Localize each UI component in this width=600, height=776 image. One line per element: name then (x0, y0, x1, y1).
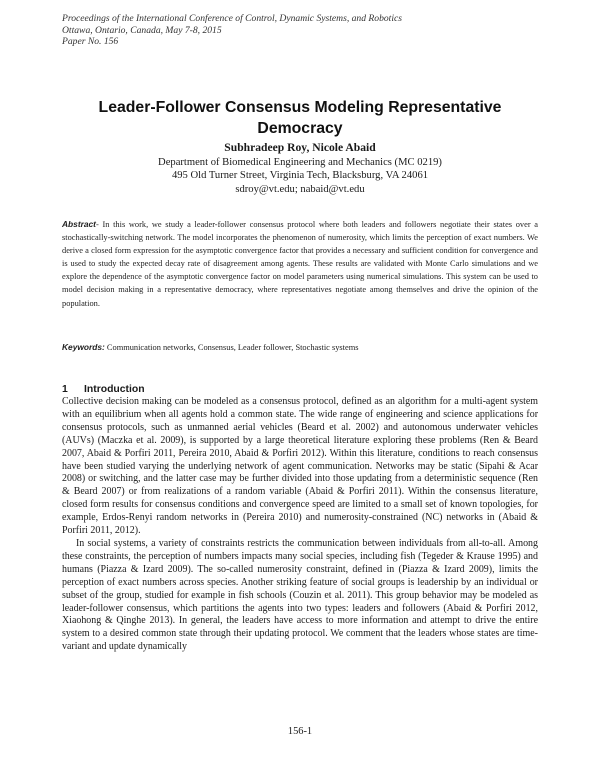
header-line-conference: Proceedings of the International Conference of Control, Dynamic Systems, and Robotics (62, 13, 402, 24)
abstract (62, 218, 538, 310)
keywords-label: Keywords: (62, 342, 105, 352)
keywords (62, 341, 538, 354)
section-number: 1 (62, 384, 68, 395)
author-affiliation (62, 156, 538, 196)
section-title: Introduction (84, 384, 145, 395)
section-heading (62, 383, 145, 396)
paper-authors: Subhradeep Roy, Nicole Abaid (224, 141, 376, 154)
keywords-text: Communication networks, Consensus, Leader follower, Stochastic systems (106, 343, 359, 352)
body-paragraph: Collective decision making can be modeled as a consensus protocol, defined as an algorithm for a multi-agent system with an equilibrium when all agents hold a common state. The wide range of engineering and science applications for consensus protocols, such as unmanned aerial vehicles (Beard et al. 2002) and autonomous underwater vehicles (AUVs) (Maczka et al. 2009), is supported by a large theoretical literature exploring these problems (Ren & Beard 2007, Abaid & Porfiri 2011, Pereira 2010, Abaid & Porfiri 2012). Within this literature, conditions to reach consensus have been studied varying the underlying network of agent communication. Networks may be static (Sipahi & Acar 2008) or switching, and the latter case may be further divided into those updating from a deterministic sequence (Ren & Beard 2007) or from realizations of a random variable (Abaid & Porfiri 2011). Within the consensus literature, closed form results for consensus conditions and convergence speed are limited to a small set of known topologies, for example, Erdos-Renyi random networks in (Pereira 2010) and numerosity-constrained (NC) networks in (Abaid & Porfiri 2011, 2012). (62, 396, 538, 537)
affiliation-department: Department of Biomedical Engineering and Mechanics (MC 0219) (158, 157, 442, 168)
abstract-text: - In this work, we study a leader-follower consensus protocol where both leaders and followers negotiate their states over a stochastically-switching network. The model incorporates the phenomenon of numerosity, which limits the perception of exact numbers. We derive a closed form expression for the asymptotic convergence factor that provides a necessary and sufficient condition for convergence and is used to study the expected decay rate of disagreement among agents. These results are validated with Monte Carlo simulations and we explore the dependence of the asymptotic convergence factor on model parameters using numerical simulations. This system can be used to model decision making in a representative democracy, where representatives negotiate among themselves and drive the opinion of the population. (62, 220, 538, 308)
section-body (62, 396, 538, 654)
body-paragraph: In social systems, a variety of constraints restricts the communication between individuals from all-to-all. Among these constraints, the perception of numbers impacts many social species, including fish (Tegeder & Krause 1995) and humans (Piazza & Izard 2009). The so-called numerosity constraint, defined in (Piazza & Izard 2009), limits the perception of exact numbers across species. Another striking feature of social groups is leadership by an individual or subset of the group, studied for example in fish schools (Couzin et al. 2011). This group behavior may be modeled as leader-follower consensus, which partitions the agents into two types: leaders and followers (Abaid & Porfiri 2012, Xiaohong & Qinghe 2013). In general, the leaders have access to more information and attempt to drive the entire system to a desired common state through their updating protocol. We comment that the leaders whose states are time-variant and update dynamically (62, 537, 538, 653)
header-line-location: Ottawa, Ontario, Canada, May 7-8, 2015 (62, 24, 222, 36)
page-number: 156-1 (287, 726, 313, 737)
affiliation-emails: sdroy@vt.edu; nabaid@vt.edu (235, 183, 365, 195)
header-line-paper-number: Paper No. 156 (62, 36, 119, 48)
paper-title: Leader-Follower Consensus Modeling Representative Democracy (98, 99, 502, 137)
affiliation-address: 495 Old Turner Street, Virginia Tech, Blacksburg, VA 24061 (171, 170, 429, 182)
proceedings-header (62, 13, 542, 48)
abstract-label: Abstract (62, 219, 96, 229)
